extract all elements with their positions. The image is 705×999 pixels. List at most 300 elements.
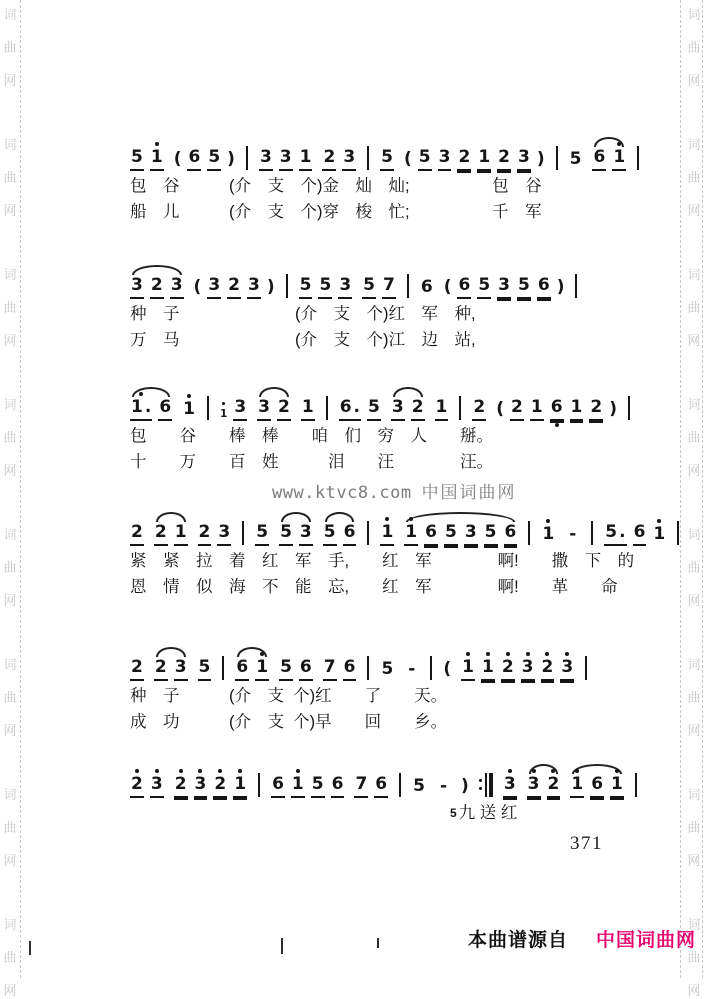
note: 2: [150, 276, 164, 299]
note: 2: [154, 658, 168, 681]
edge-watermark-char: 词: [3, 787, 17, 802]
octave-dot-above: [179, 769, 183, 773]
edge-watermark-char: 网: [687, 723, 701, 738]
slurred-note-group: [592, 148, 626, 171]
octave-dot-above: [135, 769, 139, 773]
note: 1: [610, 775, 624, 798]
notation-row: [130, 272, 578, 299]
edge-watermark-char: 词: [687, 917, 701, 932]
note: 1: [435, 398, 449, 421]
parenthesis: (: [496, 399, 504, 419]
scan-mark: [281, 938, 283, 954]
note: 5: [311, 775, 325, 798]
lyrics-line-2: 万 马 (介 支 个)江 边 站,: [130, 331, 476, 349]
note: 3: [279, 148, 293, 171]
note: 3: [247, 276, 261, 299]
note: 3: [391, 398, 405, 421]
octave-dot-above: [385, 517, 389, 521]
note: 2: [198, 523, 212, 546]
note: 5: [484, 523, 498, 546]
note-group: [354, 775, 388, 798]
footer-credit-prefix: 本曲谱源自: [468, 930, 569, 951]
edge-watermark-char: 网: [3, 203, 17, 218]
verse-number: 5: [450, 806, 457, 820]
edge-watermark-char: 网: [687, 983, 701, 998]
edge-watermark-char: 曲: [687, 560, 701, 575]
barline: [246, 146, 248, 170]
barline: [367, 656, 369, 680]
note: 1: [299, 148, 313, 171]
barline: [367, 146, 369, 170]
note-group: [174, 148, 235, 171]
note: 6 .: [339, 398, 361, 421]
octave-dot-above: [575, 769, 579, 773]
barline: [242, 521, 244, 545]
note-group: [461, 658, 574, 681]
slurred-note-group: [235, 658, 269, 681]
edge-watermark-char: 词: [3, 267, 17, 282]
note: 7: [354, 775, 368, 798]
note-group: [444, 276, 565, 299]
note: 6: [504, 523, 518, 546]
edge-watermark-char: 词: [3, 137, 17, 152]
octave-dot-above: [526, 652, 530, 656]
lyrics-line-1: 包 谷 (介 支 个)金 灿 灿; 包 谷: [130, 177, 542, 195]
octave-dot-above: [506, 652, 510, 656]
note: 2: [510, 398, 524, 421]
note-group: [412, 777, 426, 798]
parenthesis: ): [227, 149, 235, 169]
edge-watermark-char: 词: [687, 657, 701, 672]
barline: [207, 396, 209, 420]
notation-row: [130, 771, 638, 798]
octave-dot-above: [139, 392, 143, 396]
octave-dot-above: [546, 519, 550, 523]
note: 2: [227, 276, 241, 299]
barline: [430, 656, 432, 680]
edge-watermark-char: 词: [3, 7, 17, 22]
augmentation-dot: .: [353, 397, 360, 417]
edge-watermark-char: 曲: [3, 300, 17, 315]
octave-dot-above: [296, 769, 300, 773]
edge-watermark-char: 曲: [3, 560, 17, 575]
edge-watermark-char: 词: [687, 787, 701, 802]
octave-dot-above: [486, 652, 490, 656]
edge-watermark-char: 词: [3, 527, 17, 542]
right-edge-dashed-rule: [702, 0, 703, 978]
augmentation-dot: .: [144, 397, 152, 417]
notation-row: [130, 144, 640, 171]
grace-note: 1: [220, 408, 227, 421]
note: 1: [652, 525, 666, 546]
note-group: [279, 658, 313, 681]
note: 2: [130, 658, 144, 681]
scan-mark: [377, 938, 379, 948]
edge-watermark-char: 曲: [3, 170, 17, 185]
edge-watermark-char: 网: [687, 593, 701, 608]
edge-watermark-char: 曲: [3, 40, 17, 55]
footer-brand: 中国词曲网: [596, 930, 697, 951]
note: 3: [257, 398, 271, 421]
octave-dot-below: [555, 423, 559, 427]
note-group: [194, 276, 275, 299]
note: 5: [279, 523, 293, 546]
edge-watermark-char: 词: [687, 527, 701, 542]
note: 3: [560, 658, 574, 681]
barline: [637, 146, 639, 170]
parenthesis: ): [609, 399, 617, 419]
note: 2: [457, 148, 471, 171]
octave-dot-above: [409, 517, 413, 521]
footer-credit: [468, 925, 696, 952]
note-group: [322, 148, 356, 171]
edge-watermark-char: 词: [687, 7, 701, 22]
barline: [628, 396, 630, 420]
note: 3: [464, 523, 478, 546]
note: 1: [301, 398, 315, 421]
lyrics-line-2: 恩 情 似 海 不 能 忘, 红 军 啊! 革 命: [130, 578, 618, 596]
edge-watermark-char: 曲: [687, 40, 701, 55]
lyrics-line-2: 船 儿 (介 支 个)穿 梭 忙; 千 军: [130, 203, 542, 221]
note-group: [130, 775, 164, 798]
note: 1: [461, 658, 475, 681]
note: 7: [323, 658, 337, 681]
note: 6: [158, 398, 172, 421]
edge-watermark-char: 网: [3, 73, 17, 88]
note: 2: [501, 658, 515, 681]
note-group: [259, 148, 313, 171]
notation-system: [130, 394, 631, 473]
note-group: [130, 148, 164, 171]
octave-dot-above: [187, 394, 191, 398]
note: 6: [633, 523, 647, 546]
edge-watermark-char: 网: [3, 593, 17, 608]
edge-watermark-char: 词: [687, 397, 701, 412]
slurred-note-group: [154, 523, 188, 546]
notation-row: [130, 654, 588, 681]
edge-watermark-char: 曲: [3, 430, 17, 445]
note-group: [220, 398, 247, 421]
note: 6: [592, 148, 606, 171]
note-group: [198, 658, 212, 681]
repeat-dots: [479, 779, 482, 790]
note-group: [301, 398, 315, 421]
note: 6: [424, 523, 438, 546]
note: 3: [299, 523, 313, 546]
note: 5: [207, 148, 221, 171]
note: 5: [517, 276, 531, 299]
barline: [326, 396, 328, 420]
note: 3: [217, 523, 231, 546]
slurred-note-group: [257, 398, 291, 421]
note: 1: [570, 775, 584, 798]
note: 3: [527, 775, 541, 798]
octave-dot-above: [551, 769, 555, 773]
slurred-note-group: [154, 658, 188, 681]
note: 3: [194, 775, 208, 798]
page-number: 371: [570, 833, 603, 854]
note-group: [569, 150, 583, 171]
note: 2: [130, 523, 144, 546]
note: 3: [503, 775, 517, 798]
edge-watermark-char: 网: [3, 983, 17, 998]
edge-watermark-char: 词: [3, 397, 17, 412]
note: 5: [413, 776, 425, 796]
barline: [556, 146, 558, 170]
notation-system: [130, 771, 638, 824]
note: 6: [537, 276, 551, 299]
barline: [286, 274, 288, 298]
parenthesis: ): [266, 277, 275, 297]
lyrics-line-1: 种 子 (介 支 个)红 军 种,: [130, 305, 476, 323]
notation-system: [130, 144, 640, 223]
note: 6: [420, 277, 433, 297]
note-group: [604, 523, 666, 546]
barline: [528, 521, 530, 545]
barline: [258, 773, 260, 797]
note: 1: [150, 148, 164, 171]
note: 6: [457, 276, 471, 299]
note: 1: [174, 523, 188, 546]
slurred-note-group: [130, 398, 172, 421]
note-group: [198, 523, 232, 546]
augmentation-dot: .: [619, 522, 626, 542]
note: 6: [187, 148, 201, 171]
note: 3: [207, 276, 221, 299]
note: 6: [343, 658, 357, 681]
note: 2: [322, 148, 336, 171]
edge-watermark-char: 词: [3, 657, 17, 672]
edge-watermark-char: 词: [687, 137, 701, 152]
note: 1: [404, 523, 418, 546]
notation-system: [130, 654, 588, 733]
barline: [407, 274, 409, 298]
edge-watermark-char: 网: [687, 333, 701, 348]
note-group: [380, 148, 394, 171]
octave-dot-above: [155, 142, 159, 146]
barline: [367, 521, 369, 545]
note: 3: [174, 658, 188, 681]
lyrics-line-1: 紧 紧 拉 着 红 军 手, 红 军 啊! 撒 下 的: [130, 552, 635, 570]
edge-watermark-char: 网: [687, 73, 701, 88]
edge-watermark-char: 词: [3, 917, 17, 932]
lyrics-line-2: 成 功 (介 支 个)早 回 乡。: [130, 713, 448, 731]
octave-dot-above: [198, 769, 202, 773]
note: 3: [438, 148, 452, 171]
note: 5: [362, 276, 376, 299]
note: 5: [130, 148, 144, 171]
note: 3: [233, 398, 247, 421]
octave-dot-above: [565, 652, 569, 656]
note: 2: [472, 398, 486, 421]
edge-watermark-char: 曲: [3, 690, 17, 705]
note: 2: [277, 398, 291, 421]
scan-mark: [29, 941, 31, 955]
edge-watermark-char: 网: [687, 463, 701, 478]
dash-note: -: [439, 776, 448, 796]
note-group: [255, 523, 269, 546]
note: 3: [497, 276, 511, 299]
parenthesis: (: [404, 149, 412, 169]
slurred-note-group: [527, 775, 561, 798]
note: 5: [569, 149, 582, 169]
note: 1: [612, 148, 626, 171]
note: 1: [570, 398, 584, 421]
note-group: [503, 775, 517, 798]
note-group: [323, 658, 357, 681]
note: 2: [174, 775, 188, 798]
note: 3: [521, 658, 535, 681]
note-group: [130, 523, 144, 546]
edge-watermark-char: 词: [687, 267, 701, 282]
note: 1: [530, 398, 544, 421]
slurred-note-group: [391, 398, 425, 421]
note: 6: [343, 523, 357, 546]
barline: [222, 656, 224, 680]
note-group: [182, 400, 196, 421]
note: 5: [381, 659, 394, 679]
notation-system: [130, 272, 578, 351]
note: 5: [198, 658, 212, 681]
lyrics-line-1: 种 子 (介 支 个)红 了 天。: [130, 687, 448, 705]
barline: [635, 773, 637, 797]
edge-watermark-char: 曲: [3, 950, 17, 965]
note: 5: [323, 523, 337, 546]
note: 7: [382, 276, 396, 299]
repeat-sign: [479, 772, 493, 798]
notation-row: [130, 394, 631, 421]
edge-watermark-char: 曲: [687, 430, 701, 445]
slurred-note-group: [570, 775, 624, 798]
notation-row: [130, 519, 680, 546]
parenthesis: ): [536, 149, 545, 169]
note: 1: [541, 525, 555, 546]
slurred-note-group: [323, 523, 357, 546]
note: 3: [259, 148, 273, 171]
barline: [459, 396, 461, 420]
note: 1: [233, 775, 247, 798]
note-group: [496, 398, 617, 421]
note: 1: [380, 523, 394, 546]
edge-watermark-char: 网: [687, 853, 701, 868]
watermark-site-name: 中国词曲网: [421, 483, 517, 502]
edge-watermark-char: 曲: [687, 950, 701, 965]
slurred-note-group: [279, 523, 313, 546]
octave-dot-above: [260, 652, 264, 656]
note-group: [130, 658, 144, 681]
barline: [399, 773, 401, 797]
parenthesis: (: [443, 659, 452, 679]
note: 2: [154, 523, 168, 546]
slurred-note-group: [404, 523, 517, 546]
edge-watermark-char: 网: [3, 463, 17, 478]
edge-watermark-char: 曲: [687, 820, 701, 835]
note: 5 .: [604, 523, 626, 546]
note: 6: [550, 398, 564, 421]
note: 5: [367, 398, 381, 421]
octave-dot-above: [155, 769, 159, 773]
note-group: [362, 276, 396, 299]
note-group: [541, 525, 555, 546]
parenthesis: (: [193, 277, 202, 297]
note: 6: [590, 775, 604, 798]
note-group: [174, 775, 247, 798]
octave-dot-above: [466, 652, 470, 656]
lyrics-line-1: 包 谷 棒 棒 咱 们 穷 人 掰。: [130, 427, 493, 445]
dash-note: -: [569, 524, 577, 544]
barline: [677, 521, 679, 545]
barline: [575, 274, 577, 298]
verse-label: [450, 802, 638, 824]
note-group: [472, 398, 486, 421]
octave-dot-above: [615, 769, 619, 773]
note: 2: [589, 398, 603, 421]
note: 5: [279, 658, 293, 681]
octave-dot-above: [532, 769, 536, 773]
note: 1 .: [130, 398, 152, 421]
note: 1: [481, 658, 495, 681]
octave-dot-above: [222, 402, 225, 405]
note: 6: [299, 658, 313, 681]
parenthesis: (: [443, 277, 452, 297]
edge-watermark-char: 网: [3, 723, 17, 738]
note-group: [435, 398, 449, 421]
note: 3: [130, 276, 144, 299]
dash-note: -: [408, 659, 416, 679]
octave-dot-above: [508, 769, 512, 773]
note: 2: [213, 775, 227, 798]
note: 3: [342, 148, 356, 171]
edge-watermark-char: 网: [3, 333, 17, 348]
note-group: [380, 523, 394, 546]
edge-watermark-char: 曲: [687, 300, 701, 315]
note: 2: [497, 148, 511, 171]
note: 5: [418, 148, 432, 171]
edge-watermark-char: 曲: [3, 820, 17, 835]
note: 5: [255, 523, 269, 546]
octave-dot-above: [657, 519, 661, 523]
right-dashed-rule: [680, 0, 681, 978]
note: 1: [182, 400, 196, 421]
octave-dot-above: [218, 769, 222, 773]
note-group: [420, 278, 434, 299]
octave-dot-above: [238, 769, 242, 773]
note: 6: [271, 775, 285, 798]
left-dashed-rule: [20, 0, 21, 978]
verse-text: 九 送 红: [458, 804, 518, 822]
note: 3: [338, 276, 352, 299]
note: 1: [477, 148, 491, 171]
note: 2: [411, 398, 425, 421]
edge-watermark-char: 曲: [687, 690, 701, 705]
note: 2: [130, 775, 144, 798]
note: 5: [318, 276, 332, 299]
note: 6: [331, 775, 345, 798]
barline: [585, 656, 587, 680]
note-group: [299, 276, 353, 299]
note: 3: [517, 148, 531, 171]
note: 2: [541, 658, 555, 681]
notation-system: [130, 519, 680, 598]
center-watermark: [272, 478, 517, 503]
edge-watermark-char: 网: [3, 853, 17, 868]
note-group: [339, 398, 381, 421]
note: 3: [170, 276, 184, 299]
barline: [591, 521, 593, 545]
parenthesis: ): [556, 277, 565, 297]
slurred-note-group: [130, 276, 184, 299]
note: 5: [444, 523, 458, 546]
